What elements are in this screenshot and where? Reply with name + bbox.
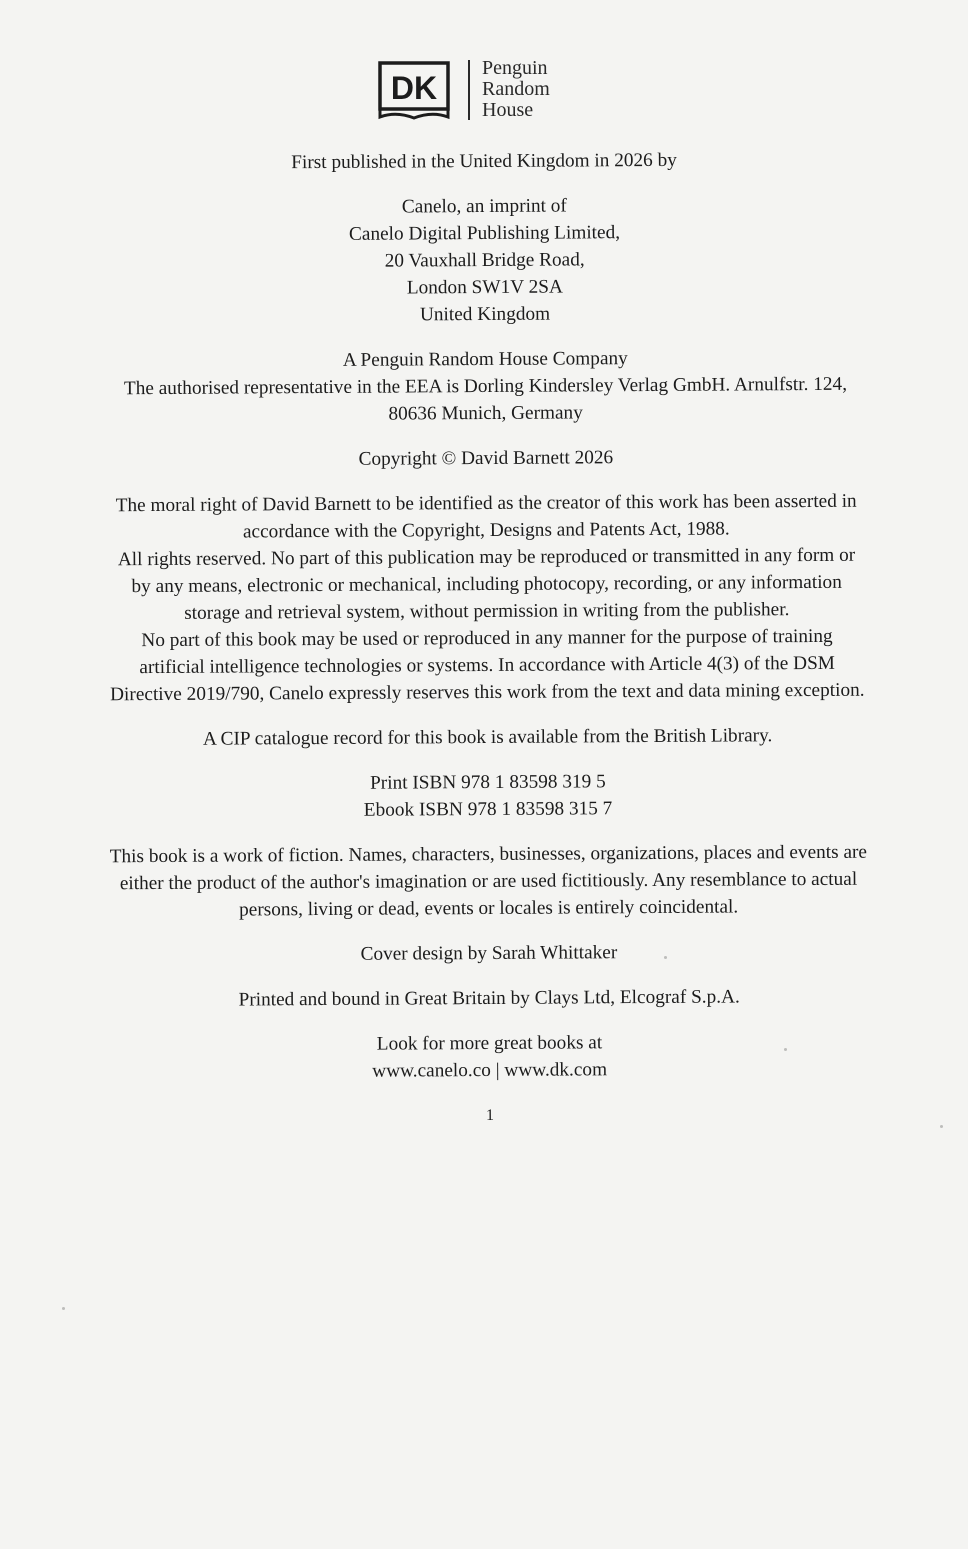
publisher-logo bbox=[378, 58, 550, 121]
rights-line-3: All rights reserved. No part of this publication may be reproduced or transmitted in any form or bbox=[117, 544, 856, 571]
publisher-line-4: London SW1V 2SA bbox=[406, 276, 563, 299]
prh-line-2: Random bbox=[482, 78, 550, 100]
rights-line-8: Directive 2019/790, Canelo expressly reserves this work from the text and data mining exception. bbox=[110, 679, 865, 706]
first-published-line: First published in the United Kingdom in 2026 by bbox=[291, 149, 677, 174]
fiction-line-3: persons, living or dead, events or locales is entirely coincidental. bbox=[239, 896, 739, 921]
rights-block bbox=[32, 487, 941, 709]
scan-speck bbox=[940, 1125, 943, 1128]
dk-logo bbox=[378, 61, 450, 119]
rights-line-2: accordance with the Copyright, Designs and Patents Act, 1988. bbox=[242, 518, 730, 543]
rights-line-6: No part of this book may be used or reproduced in any manner for the purpose of training bbox=[141, 625, 833, 652]
publisher-line-1: Canelo, an imprint of bbox=[401, 195, 567, 218]
publisher-address-block bbox=[30, 190, 939, 331]
cover-design-block bbox=[35, 937, 943, 970]
rights-line-7: artificial intelligence technologies or systems. In accordance with Article 4(3) of the DSM bbox=[139, 652, 835, 679]
cover-design-line: Cover design by Sarah Whittaker bbox=[360, 942, 618, 965]
fiction-line-2: either the product of the author's imagination or are used fictitiously. Any resemblance to actual bbox=[119, 868, 858, 895]
rights-line-1: The moral right of David Barnett to be identified as the creator of this work has been asserted in bbox=[115, 490, 857, 517]
ebook-isbn: Ebook ISBN 978 1 83598 315 7 bbox=[363, 798, 613, 821]
fiction-notice-block bbox=[34, 838, 942, 925]
copyright-page-text bbox=[30, 145, 944, 1132]
printed-line: Printed and bound in Great Britain by Clays Ltd, Elcograf S.p.A. bbox=[238, 986, 740, 1011]
dk-logo-text: DK bbox=[390, 69, 438, 106]
publisher-line-3: 20 Vauxhall Bridge Road, bbox=[384, 249, 585, 272]
company-block bbox=[31, 343, 939, 430]
rights-line-5: storage and retrieval system, without permission in writing from the publisher. bbox=[184, 599, 790, 624]
cip-block bbox=[34, 721, 942, 754]
first-published-block bbox=[30, 145, 938, 178]
print-isbn: Print ISBN 978 1 83598 319 5 bbox=[369, 771, 606, 794]
page-number: 1 bbox=[485, 1106, 494, 1125]
prh-line-3: House bbox=[482, 99, 534, 121]
fiction-line-1: This book is a work of fiction. Names, characters, businesses, organizations, places and events are bbox=[109, 841, 868, 868]
scan-speck bbox=[784, 1048, 787, 1051]
copyright-line: Copyright © David Barnett 2026 bbox=[358, 447, 614, 470]
scan-speck bbox=[62, 1307, 65, 1310]
look-for-block bbox=[35, 1027, 943, 1087]
publisher-line-5: United Kingdom bbox=[419, 303, 551, 326]
publisher-line-2: Canelo Digital Publishing Limited, bbox=[348, 222, 621, 245]
prh-line-1: Penguin bbox=[482, 57, 548, 79]
company-line-1: A Penguin Random House Company bbox=[342, 348, 628, 371]
company-line-3: 80636 Munich, Germany bbox=[388, 402, 583, 425]
isbn-block bbox=[34, 766, 942, 826]
look-for-line: Look for more great books at bbox=[376, 1032, 603, 1055]
websites-line: www.canelo.co | www.dk.com bbox=[372, 1059, 608, 1082]
rights-line-4: by any means, electronic or mechanical, including photocopy, recording, or any information bbox=[131, 571, 842, 598]
penguin-random-house-wordmark bbox=[482, 58, 550, 121]
company-line-2: The authorised representative in the EEA is Dorling Kindersley Verlag GmbH. Arnulfstr. 124, bbox=[123, 373, 848, 400]
cip-line: A CIP catalogue record for this book is available from the British Library. bbox=[202, 725, 773, 750]
printed-block bbox=[35, 982, 943, 1015]
copyright-block bbox=[32, 442, 940, 475]
scan-speck bbox=[664, 956, 667, 959]
logo-divider bbox=[468, 60, 470, 120]
